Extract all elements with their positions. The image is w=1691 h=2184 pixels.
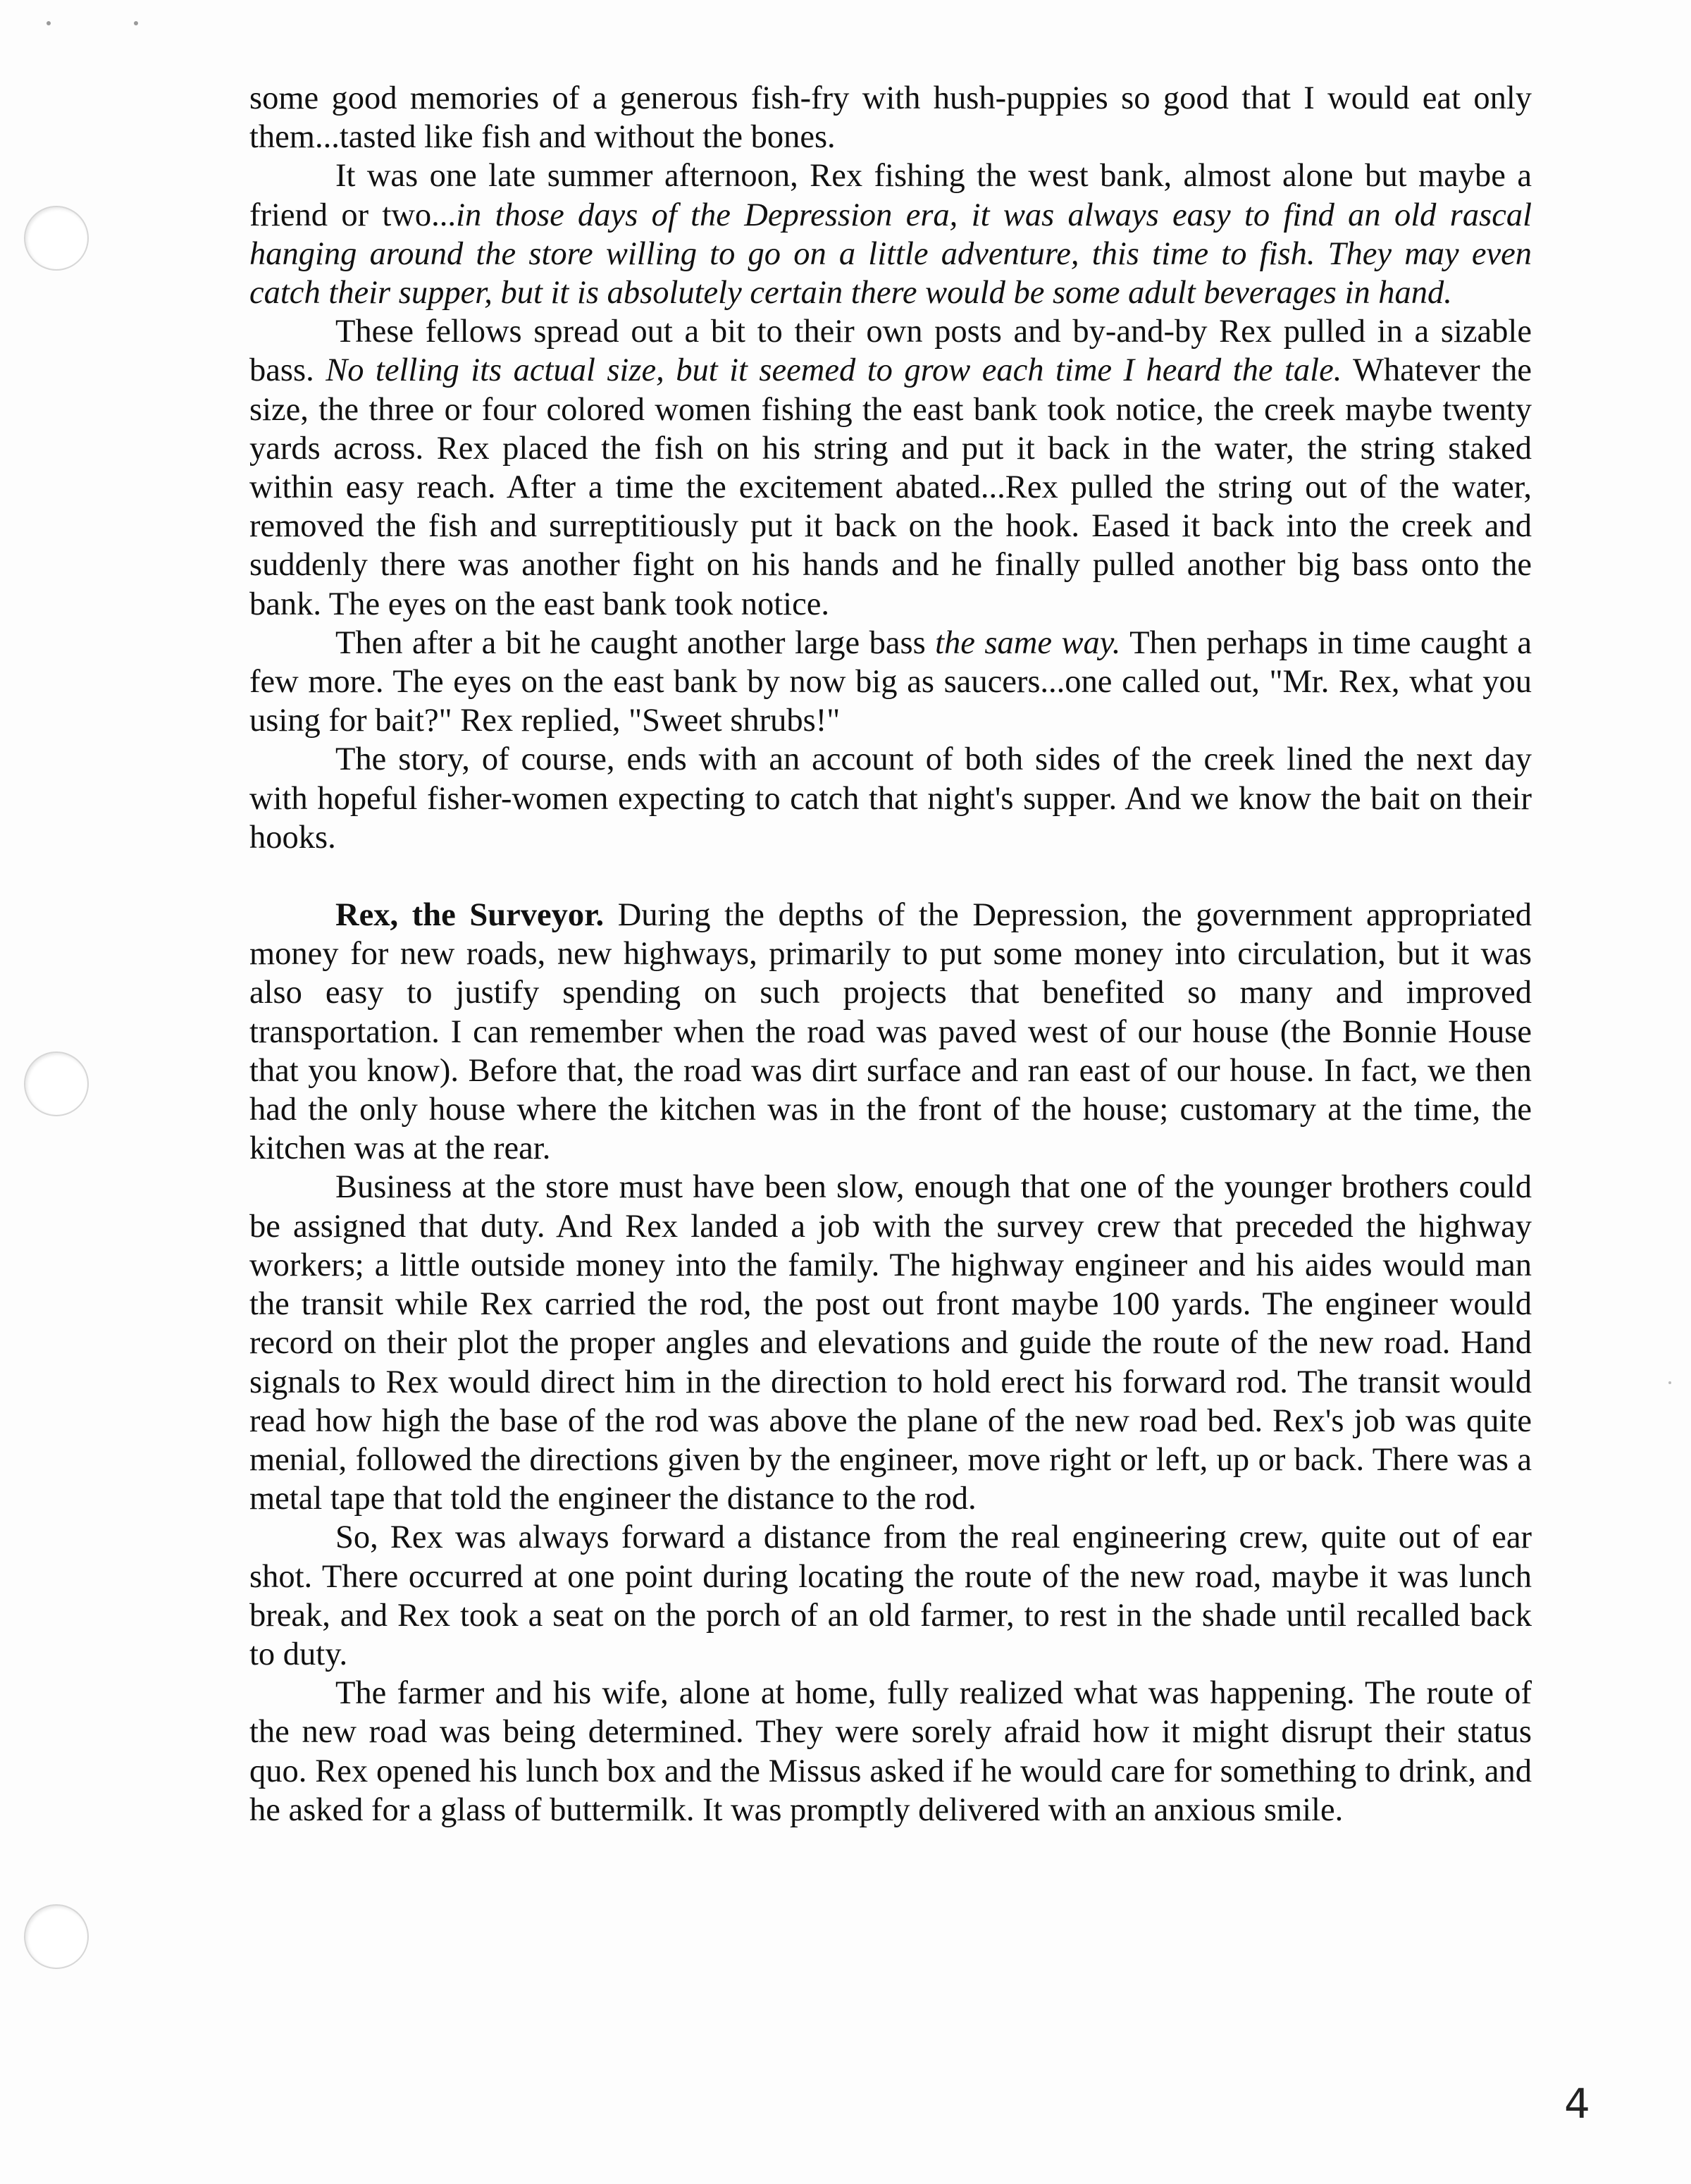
scan-speck: [47, 21, 51, 25]
paragraph-ear-shot: [249, 1518, 1532, 1674]
paragraph-sizable-bass: [249, 312, 1532, 624]
body-text: [249, 79, 1532, 1830]
paragraph-another-bass: [249, 624, 1532, 741]
paragraph-text: some good memories of a generous fish-fry with hush-puppies so good that I would eat only them...tasted like fish and without the bones.: [249, 80, 1532, 156]
paragraph-text: It was one late summer afternoon, Rex fishing the west bank, almost alone but maybe a friend or two...: [249, 158, 1532, 233]
paragraph-story-end: [249, 740, 1532, 857]
paragraph-text: Then after a bit he caught another large bass: [335, 624, 936, 661]
paragraph-text: Whatever the size, the three or four colored women fishing the east bank took notice, the creek maybe twenty yards across. Rex placed the fish on his string and put it back in the water, the string staked within easy reach. After a time the excitement abated...Rex pulled the string out of the water, removed the fish and surreptitiously put it back on the hook. Eased it back into the creek and suddenly there was another fight on his hands and he finally pulled another big bass onto the bank. The eyes on the east bank took notice.: [249, 352, 1532, 622]
paragraph-survey-crew: [249, 1168, 1532, 1518]
paragraph-text: The story, of course, ends with an account of both sides of the creek lined the next day with hopeful fisher-women expecting to catch that night's supper. And we know the bait on their hooks.: [249, 741, 1532, 856]
scan-speck: [1668, 1381, 1671, 1384]
paragraph-aside-italic: the same way.: [935, 624, 1121, 661]
section-heading: Rex, the Surveyor.: [335, 897, 605, 934]
page-number: 4: [1564, 2080, 1590, 2128]
paragraph-text: So, Rex was always forward a distance from the real engineering crew, quite out of ear shot. There occurred at one point during locating the route of the new road, maybe it was lunch break, and Rex took a seat on the porch of an old farmer, to rest in the shade until recalled back to duty.: [249, 1519, 1532, 1672]
paragraph-rex-surveyor: [249, 896, 1532, 1168]
paragraph-aside-italic: in those days of the Depression era, it was always easy to find an old rascal hanging around the store willing to go on a little adventure, this time to fish. They may even catch their supper, but it is absolutely certain there would be some adult beverages in hand.: [249, 197, 1532, 311]
binder-hole-middle: [24, 1051, 89, 1116]
paragraph-farmer-wife: [249, 1674, 1532, 1830]
paragraph-fishing-afternoon: [249, 156, 1532, 312]
scan-speck: [134, 21, 138, 25]
paragraph-aside-italic: No telling its actual size, but it seemed to grow each time I heard the tale.: [326, 352, 1342, 389]
paragraph-text: Business at the store must have been slow, enough that one of the younger brothers could be assigned that duty. And Rex landed a job with the survey crew that preceded the highway workers; a little outside money into the family. The highway engineer and his aides would man the transit while Rex carried the rod, the post out front maybe 100 yards. The engineer would record on their plot the proper angles and elevations and guide the route of the new road. Hand signals to Rex would direct him in the direction to hold erect his forward rod. The transit would read how high the base of the rod was above the plane of the new road bed. Rex's job was quite menial, followed the directions given by the engineer, move right or left, up or back. There was a metal tape that told the engineer the distance to the rod.: [249, 1169, 1532, 1517]
binder-hole-bottom: [24, 1904, 89, 1969]
paragraph-text: These fellows spread out a bit to their own posts and by-and-by Rex pulled in a sizable bass.: [249, 314, 1532, 389]
paragraph-text: During the depths of the Depression, the government appropriated money for new roads, new highways, primarily to put some money into circulation, but it was also easy to justify spending on such projects that benefited so many and improved transportation. I can remember when the road was paved west of our house (the Bonnie House that you know). Before that, the road was dirt surface and ran east of our house. In fact, we then had the only house where the kitchen was in the front of the house; customary at the time, the kitchen was at the rear.: [249, 897, 1532, 1167]
binder-hole-top: [24, 206, 89, 271]
paragraph-text: Then perhaps in time caught a few more. The eyes on the east bank by now big as saucers...one called out, "Mr. Rex, what you using for bait?" Rex replied, "Sweet shrubs!": [249, 624, 1532, 739]
paragraph-continuation: [249, 79, 1532, 156]
paragraph-text: The farmer and his wife, alone at home, fully realized what was happening. The route of the new road was being determined. They were sorely afraid how it might disrupt their status quo. Rex opened his lunch box and the Missus asked if he would care for something to drink, and he asked for a glass of buttermilk. It was promptly delivered with an anxious smile.: [249, 1675, 1532, 1828]
